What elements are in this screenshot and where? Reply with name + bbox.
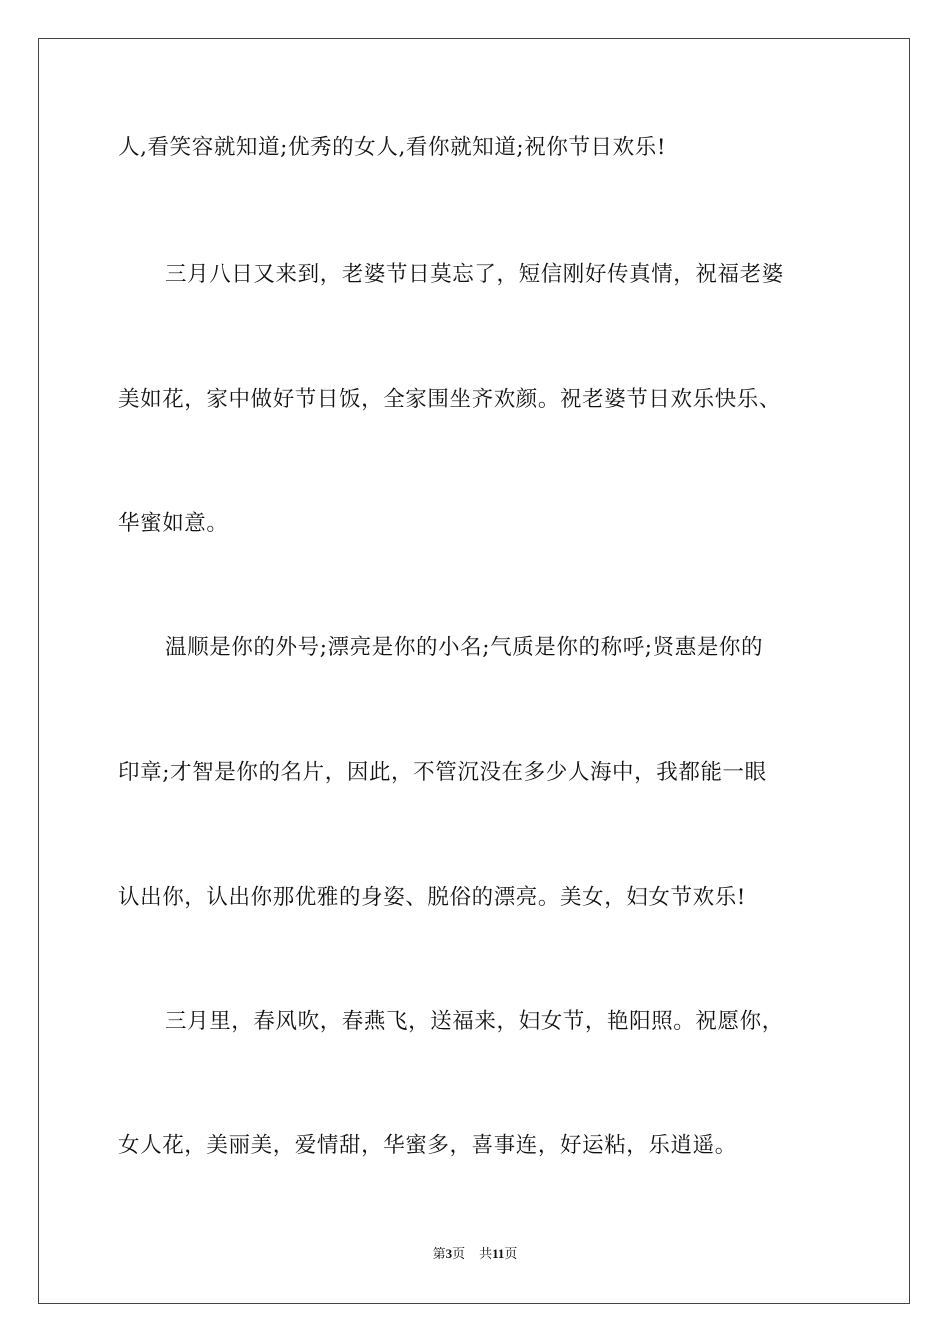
text-line-1: 人,看笑容就知道;优秀的女人,看你就知道;祝你节日欢乐! [118,135,667,160]
text-line-2: 三月八日又来到，老婆节日莫忘了，短信刚好传真情，祝福老婆 [165,262,784,287]
total-prefix: 共 [479,1246,493,1261]
page-prefix: 第 [432,1246,446,1261]
total-pages: 11 [492,1246,505,1261]
page-footer [0,1245,950,1263]
text-line-5: 温顺是你的外号;漂亮是你的小名;气质是你的称呼;贤惠是你的 [165,635,764,660]
text-line-7: 认出你，认出你那优雅的身姿、脱俗的漂亮。美女，妇女节欢乐! [118,885,747,910]
text-line-6: 印章;才智是你的名片，因此，不管沉没在多少人海中，我都能一眼 [118,760,767,785]
text-line-8: 三月里，春风吹，春燕飞，送福来，妇女节，艳阳照。祝愿你， [165,1009,784,1034]
total-suffix: 页 [504,1246,518,1261]
page-number: 3 [445,1246,453,1261]
page-suffix: 页 [452,1246,466,1261]
page-border [38,38,910,1304]
text-line-4: 华蜜如意。 [118,511,229,536]
text-line-3: 美如花，家中做好节日饭，全家围坐齐欢颜。祝老婆节日欢乐快乐、 [118,387,782,412]
text-line-9: 女人花，美丽美，爱情甜，华蜜多，喜事连，好运粘，乐逍遥。 [118,1133,737,1158]
